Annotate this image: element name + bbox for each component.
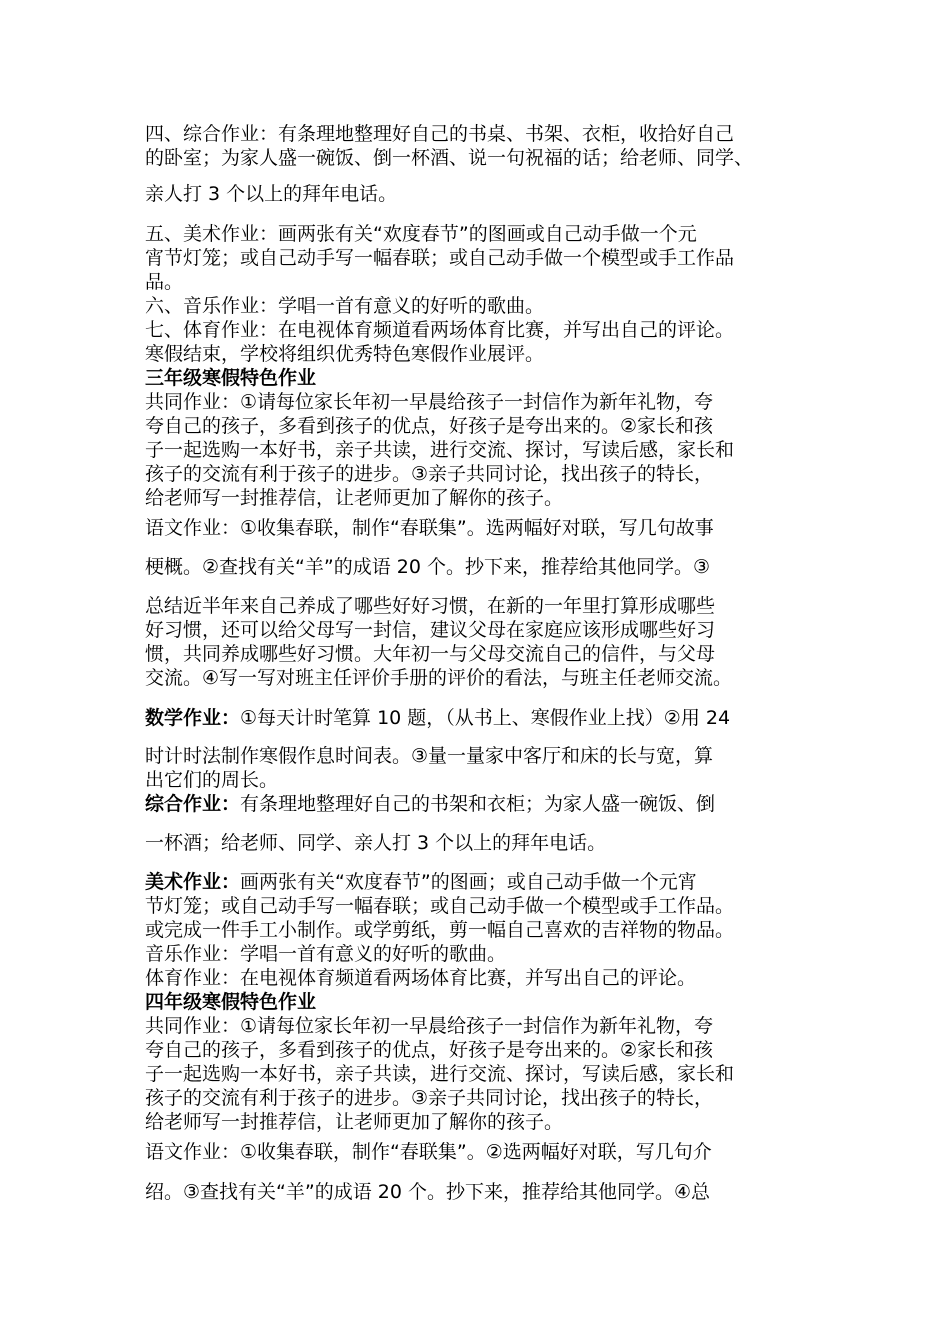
text-run: 孩子的交流有利于孩子的进步。③亲子共同讨论，找出孩子的特长， (145, 463, 714, 485)
text-run: 六、音乐作业：学唱一首有意义的好听的歌曲。 (145, 295, 545, 317)
text-run: ①每天计时笔算 10 题，（从书上、寒假作业上找）②用 24 (240, 707, 731, 729)
text-run: 共同作业：①请每位家长年初一早晨给孩子一封信作为新年礼物，夸 (145, 1015, 714, 1037)
bold-text: 美术作业： (145, 871, 241, 893)
text-run: 节灯笼；或自己动手写一幅春联；或自己动手做一个模型或手工作品。 (145, 895, 735, 917)
text-run: 夸自己的孩子，多看到孩子的优点，好孩子是夸出来的。②家长和孩 (145, 415, 714, 437)
text-line (145, 246, 734, 270)
text-line (145, 270, 183, 294)
text-line (145, 666, 732, 690)
text-run: 惯，共同养成哪些好习惯。大年初一与父母交流自己的信件，与父母 (145, 643, 716, 665)
text-line (145, 642, 715, 666)
text-line (145, 222, 697, 246)
text-line (145, 1062, 734, 1086)
text-run: 梗概。②查找有关“羊”的成语 20 个。抄下来，推荐给其他同学。③ (145, 556, 711, 578)
text-line (145, 122, 734, 146)
text-run: 亲人打 3 个以上的拜年电话。 (145, 183, 398, 205)
text-run: 语文作业：①收集春联，制作“春联集”。选两幅好对联，写几句故事 (145, 517, 714, 539)
text-line (145, 706, 730, 730)
text-line (145, 555, 710, 579)
text-run: 四、综合作业：有条理地整理好自己的书桌、书架、衣柜，收拾好自己 (145, 123, 735, 145)
text-line (145, 366, 316, 390)
text-run: 子一起选购一本好书，亲子共读，进行交流、探讨，写读后感，家长和 (145, 439, 735, 461)
text-line (145, 768, 278, 792)
text-line (145, 1086, 713, 1110)
text-line (145, 966, 696, 990)
text-run: 五、美术作业：画两张有关“欢度春节”的图画或自己动手做一个元 (145, 223, 697, 245)
text-line (145, 942, 506, 966)
text-line (145, 438, 734, 462)
text-run: 时计时法制作寒假作息时间表。③量一量家中客厅和床的长与宽，算 (145, 745, 714, 767)
text-run: 共同作业：①请每位家长年初一早晨给孩子一封信作为新年礼物，夸 (145, 391, 714, 413)
text-line (145, 831, 606, 855)
text-line (145, 486, 563, 510)
text-line (145, 594, 715, 618)
text-line (145, 146, 753, 170)
text-line (145, 1014, 713, 1038)
text-run: 绍。③查找有关“羊”的成语 20 个。抄下来，推荐给其他同学。④总 (145, 1181, 711, 1203)
text-run: 给老师写一封推荐信，让老师更加了解你的孩子。 (145, 1111, 564, 1133)
text-run: 品。 (145, 271, 184, 293)
text-run: 寒假结束，学校将组织优秀特色寒假作业展评。 (145, 343, 545, 365)
text-run: 七、体育作业：在电视体育频道看两场体育比赛，并写出自己的评论。 (145, 319, 735, 341)
text-line (145, 462, 713, 486)
text-line (145, 342, 544, 366)
text-run: 有条理地整理好自己的书架和衣柜；为家人盛一碗饭、倒 (240, 793, 716, 815)
text-line (145, 318, 734, 342)
text-line (145, 744, 713, 768)
text-run: 的卧室；为家人盛一碗饭、倒一杯酒、说一句祝福的话；给老师、同学、 (145, 147, 754, 169)
text-line (145, 1038, 713, 1062)
text-run: 子一起选购一本好书，亲子共读，进行交流、探讨，写读后感，家长和 (145, 1063, 735, 1085)
text-line (145, 1140, 712, 1164)
text-run: 或完成一件手工小制作。或学剪纸，剪一幅自己喜欢的吉祥物的物品。 (145, 919, 735, 941)
text-run: 好习惯，还可以给父母写一封信，建议父母在家庭应该形成哪些好习 (145, 619, 716, 641)
text-line (145, 870, 697, 894)
text-line (145, 516, 714, 540)
text-line (145, 1110, 563, 1134)
text-run: 一杯酒；给老师、同学、亲人打 3 个以上的拜年电话。 (145, 832, 607, 854)
text-line (145, 618, 715, 642)
text-line (145, 294, 544, 318)
text-line (145, 792, 715, 816)
text-run: 语文作业：①收集春联，制作“春联集”。②选两幅好对联，写几句介 (145, 1141, 712, 1163)
text-run: 给老师写一封推荐信，让老师更加了解你的孩子。 (145, 487, 564, 509)
text-line (145, 918, 734, 942)
text-line (145, 1180, 710, 1204)
text-run: 音乐作业：学唱一首有意义的好听的歌曲。 (145, 943, 507, 965)
text-line (145, 182, 397, 206)
bold-text: 四年级寒假特色作业 (145, 991, 317, 1013)
bold-text: 三年级寒假特色作业 (145, 367, 317, 389)
text-line (145, 390, 713, 414)
text-line (145, 894, 734, 918)
text-run: 画两张有关“欢度春节”的图画；或自己动手做一个元宵 (240, 871, 697, 893)
text-run: 体育作业：在电视体育频道看两场体育比赛，并写出自己的评论。 (145, 967, 697, 989)
bold-text: 数学作业： (145, 707, 241, 729)
text-run: 宵节灯笼；或自己动手写一幅春联；或自己动手做一个模型或手工作品 (145, 247, 735, 269)
text-run: 夸自己的孩子，多看到孩子的优点，好孩子是夸出来的。②家长和孩 (145, 1039, 714, 1061)
text-run: 总结近半年来自己养成了哪些好好习惯，在新的一年里打算形成哪些 (145, 595, 716, 617)
text-run: 出它们的周长。 (145, 769, 279, 791)
text-line (145, 414, 713, 438)
text-run: 孩子的交流有利于孩子的进步。③亲子共同讨论，找出孩子的特长， (145, 1087, 714, 1109)
bold-text: 综合作业： (145, 793, 241, 815)
text-line (145, 990, 316, 1014)
text-run: 交流。④写一写对班主任评价手册的评价的看法，与班主任老师交流。 (145, 667, 733, 689)
